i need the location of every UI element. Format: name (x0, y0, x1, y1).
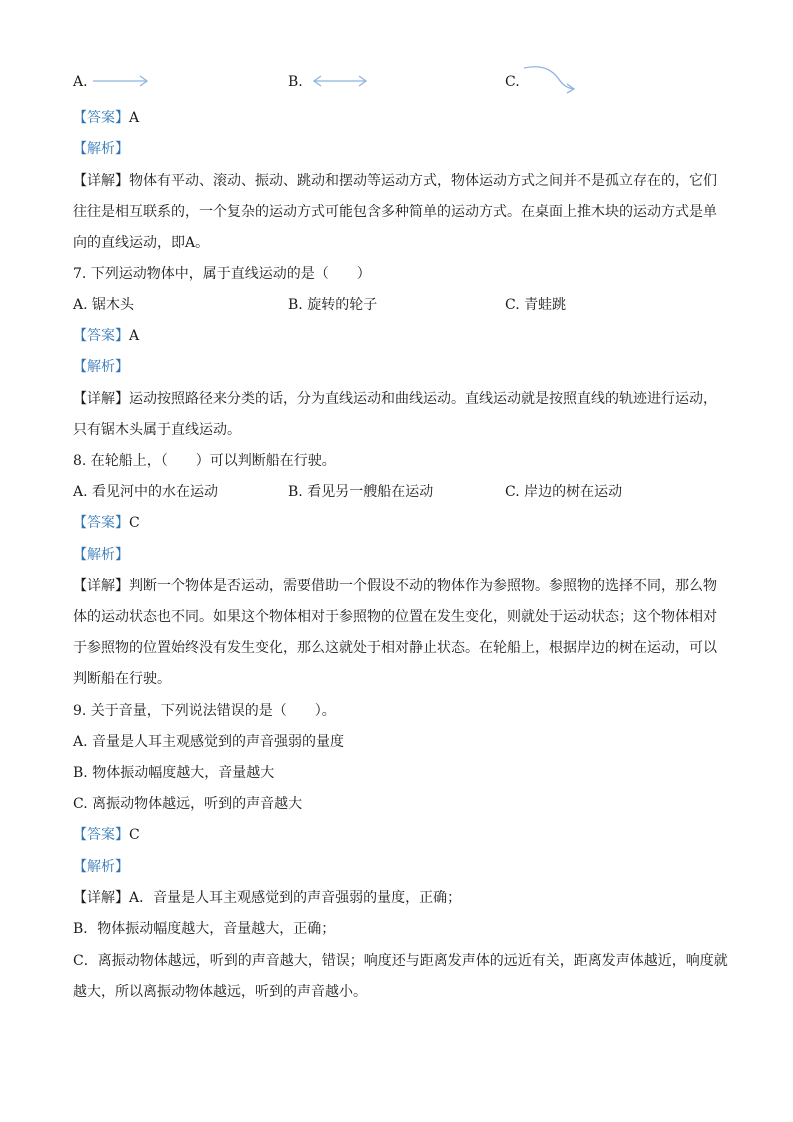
detail-tag: 【详解】 (73, 173, 129, 189)
q9-detail-line (73, 888, 461, 908)
q7-answer (73, 326, 139, 346)
q8-detail-line: 体的运动状态也不同。如果这个物体相对于参照物的位置在发生变化，则就处于运动状态；这个物体相对 (73, 609, 717, 625)
q6-option-a-label: A. (73, 74, 88, 90)
q9-option-b: B. 物体振动幅度越大，音量越大 (73, 765, 275, 781)
answer-value: A (129, 110, 140, 126)
detail-text: A．音量是人耳主观感觉到的声音强弱的量度，正确； (129, 890, 462, 906)
double-arrow-icon (312, 74, 368, 88)
q9-analysis-tag: 【解析】 (73, 859, 129, 875)
detail-tag: 【详解】 (73, 578, 129, 594)
q9-detail-line: B．物体振动幅度越大，音量越大，正确； (73, 921, 336, 937)
q6-detail-line: 往往是相互联系的，一个复杂的运动方式可能包含多种简单的运动方式。在桌面上推木块的运动方式是单 (73, 204, 717, 220)
detail-text: 运动按照路径来分类的话，分为直线运动和曲线运动。直线运动就是按照直线的轨迹进行运动， (129, 391, 717, 407)
q9-option-a: A. 音量是人耳主观感觉到的声音强弱的量度 (73, 734, 345, 750)
q7-analysis-tag: 【解析】 (73, 359, 129, 375)
q9-question: 9. 关于音量，下列说法错误的是（ ）。 (73, 703, 336, 719)
detail-text: 判断一个物体是否运动，需要借助一个假设不动的物体作为参照物。参照物的选择不同，那么物 (129, 578, 717, 594)
answer-value: C (129, 515, 140, 531)
q7-option-c: C. 青蛙跳 (505, 297, 567, 313)
detail-tag: 【详解】 (73, 890, 129, 906)
q8-detail-line: 于参照物的位置始终没有发生变化，那么这就处于相对静止状态。在轮船上，根据岸边的树在运动，可以 (73, 640, 717, 656)
q8-option-b: B. 看见另一艘船在运动 (288, 484, 434, 500)
answer-value: A (129, 328, 140, 344)
q9-detail-line: 越大，所以离振动物体越远，听到的声音越小。 (73, 984, 367, 1000)
q9-option-c: C. 离振动物体越远，听到的声音越大 (73, 796, 303, 812)
answer-value: C (129, 827, 140, 843)
q6-detail-line: 向的直线运动，即A。 (73, 235, 210, 251)
q8-analysis-tag: 【解析】 (73, 547, 129, 563)
q8-answer (73, 513, 140, 533)
q7-question: 7. 下列运动物体中，属于直线运动的是（ ） (73, 266, 371, 282)
q9-detail-line: C．离振动物体越远，听到的声音越大，错误；响度还与距离发声体的远近有关，距离发声体越近，响度就 (73, 953, 728, 969)
q7-option-b: B. 旋转的轮子 (288, 297, 378, 313)
answer-tag: 【答案】 (73, 328, 129, 344)
q6-option-c-label: C. (505, 74, 520, 90)
answer-tag: 【答案】 (73, 515, 129, 531)
q8-option-c: C. 岸边的树在运动 (505, 484, 623, 500)
q7-detail-line: 只有锯木头属于直线运动。 (73, 422, 241, 438)
q7-option-a: A. 锯木头 (73, 297, 135, 313)
q8-detail-line (73, 576, 717, 596)
answer-tag: 【答案】 (73, 827, 129, 843)
q6-analysis-tag: 【解析】 (73, 141, 129, 157)
q8-option-a: A. 看见河中的水在运动 (73, 484, 219, 500)
q6-answer (73, 108, 139, 128)
detail-text: 物体有平动、滚动、振动、跳动和摆动等运动方式，物体运动方式之间并不是孤立存在的，它们 (129, 173, 717, 189)
q8-detail-line: 判断船在行驶。 (73, 671, 171, 687)
q7-detail-line (73, 389, 717, 409)
right-arrow-icon (92, 74, 150, 88)
answer-tag: 【答案】 (73, 110, 129, 126)
q8-question: 8. 在轮船上，（ ）可以判断船在行驶。 (73, 453, 336, 469)
detail-tag: 【详解】 (73, 391, 129, 407)
curved-arrow-icon (522, 64, 578, 94)
q6-detail-line (73, 171, 717, 191)
q6-option-b-label: B. (288, 74, 303, 90)
q9-answer (73, 825, 140, 845)
